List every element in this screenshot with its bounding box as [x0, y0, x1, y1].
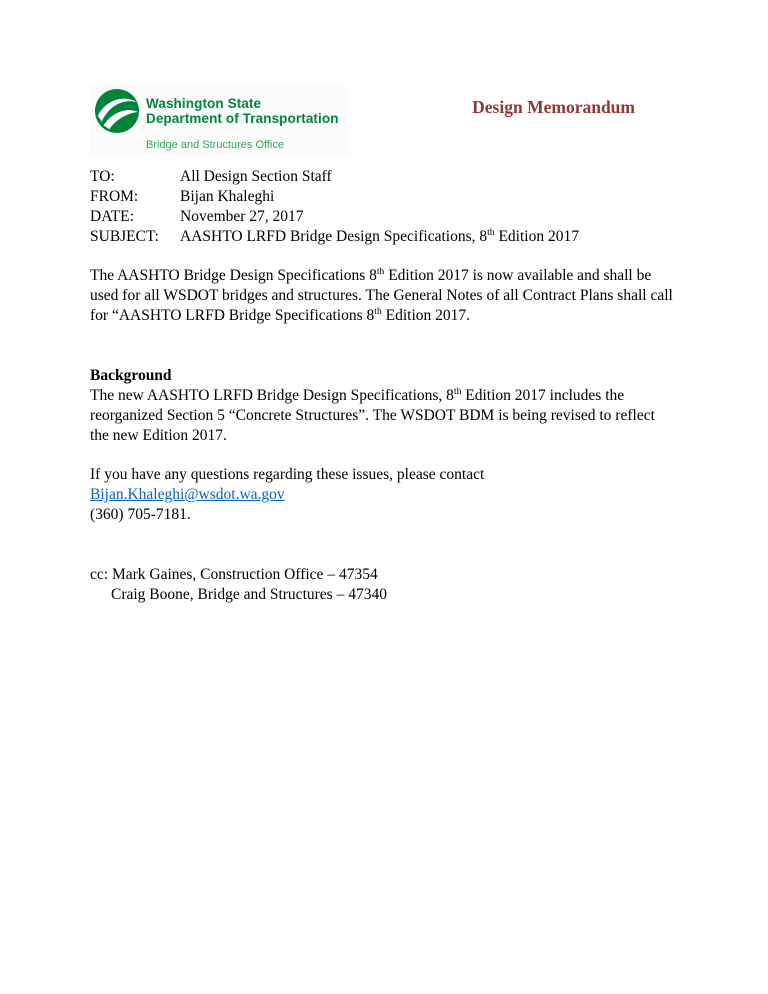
subject-text: Edition 2017 [494, 228, 579, 245]
wsdot-logo-icon [94, 88, 140, 134]
memo-field-from [90, 187, 680, 207]
memo-field-label: FROM: [90, 188, 139, 205]
memo-field-value: November 27, 2017 [180, 208, 304, 225]
cc-block [90, 565, 680, 605]
paragraph-text: The AASHTO Bridge Design Specifications 8 [90, 267, 377, 284]
memo-field-value: All Design Section Staff [180, 168, 332, 185]
paragraph-text: If you have any questions regarding these issues, please contact [90, 466, 485, 483]
memo-field-value [180, 227, 579, 247]
logo-org-line1: Washington State [146, 96, 262, 111]
document-title: Design Memorandum [472, 97, 635, 117]
email-link[interactable]: Bijan.Khaleghi@wsdot.wa.gov [90, 486, 285, 503]
body-paragraph-contact [90, 465, 675, 525]
paragraph-text: (360) 705-7181. [90, 506, 191, 523]
logo-office-line: Bridge and Structures Office [146, 139, 284, 151]
paragraph-superscript: th [374, 305, 382, 317]
cc-line: Craig Boone, Bridge and Structures – 47340 [111, 586, 387, 603]
wsdot-logo-row [94, 88, 339, 134]
paragraph-superscript: th [453, 385, 462, 397]
paragraph-text: Edition 2017 is now available and shall be used for all WSDOT bridges and structures. The General Notes of all Contract Plans shall call for “AASHTO LRFD Bridge Specifications 8 [90, 267, 673, 324]
logo-org-name [146, 88, 339, 126]
paragraph-text: The new AASHTO LRFD Bridge Design Specifications, 8 [90, 387, 454, 404]
paragraph-text: Edition 2017. [381, 307, 471, 324]
paragraph-superscript: th [376, 265, 385, 277]
logo-org-line2: Department of Transportation [146, 110, 339, 126]
memo-header [90, 86, 680, 155]
memo-field-to [90, 167, 680, 187]
subject-text: AASHTO LRFD Bridge Design Specifications, 8 [180, 228, 488, 245]
subject-superscript: th [487, 226, 495, 238]
wsdot-logo [90, 86, 349, 155]
memo-fields [90, 167, 680, 247]
body-paragraph-1 [90, 266, 675, 326]
background-heading: Background [90, 367, 172, 384]
memo-field-date [90, 207, 680, 227]
cc-line: cc: Mark Gaines, Construction Office – 47354 [90, 566, 378, 583]
memo-field-label: SUBJECT: [90, 228, 159, 245]
paragraph-text: Edition 2017 includes the reorganized Section 5 “Concrete Structures”. The WSDOT BDM is being revised to reflect the new Edition 2017. [90, 387, 655, 444]
memo-field-label: TO: [90, 168, 115, 185]
memo-field-subject [90, 227, 680, 247]
memo-field-value: Bijan Khaleghi [180, 188, 275, 205]
body-paragraph-2 [90, 386, 675, 446]
memo-field-label: DATE: [90, 208, 134, 225]
